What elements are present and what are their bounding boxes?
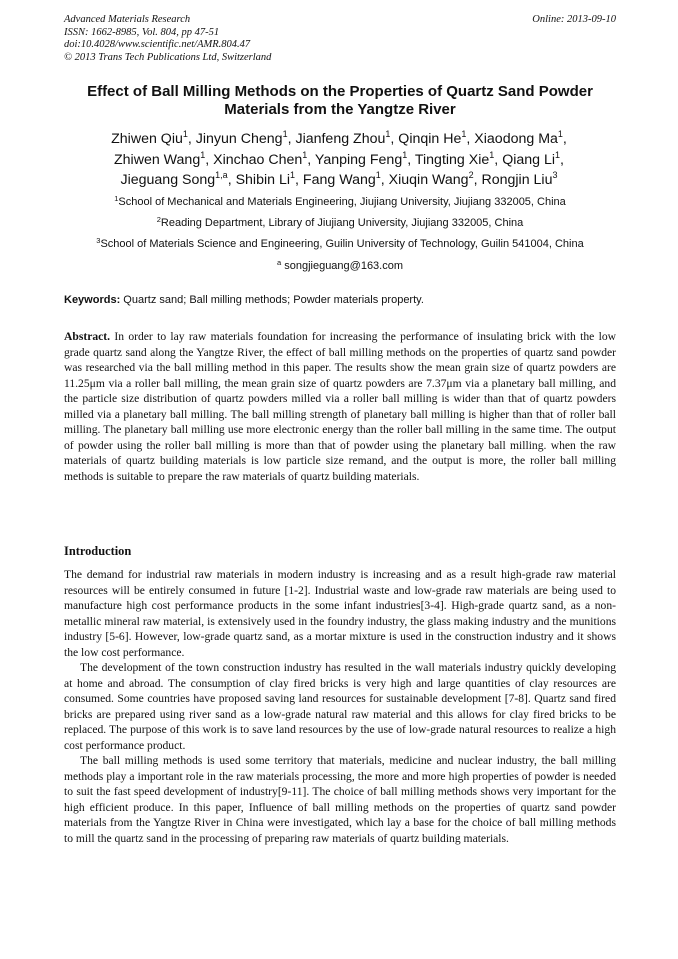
author-aff-mark: 1 <box>282 129 288 139</box>
affiliation-1 <box>50 195 630 209</box>
author-aff-mark: 1,a <box>215 170 228 180</box>
affiliation-mark: 3 <box>96 236 101 245</box>
author: Xinchao Chen <box>213 151 303 168</box>
author-list: Zhiwen Qiu$^1$, Jinyun Cheng$^1$, Jianfeng Zhou$^1$, Qinqin He$^1$, Xiaodong Ma$^1$, Zhiwen Wang$^1$, Xinchao Chen$^1$, Yanping Feng$^1$, Tingting Xie$^1$, Qiang Li$^1$, Jieguang Song$^{1,a}$, Shibin Li$^1$, Fang Wang$^1$, Xiuqin Wang$^2$, Rongjin Liu$^3$ <box>111 129 567 188</box>
author: Shibin Li <box>235 172 291 188</box>
author: Fang Wang <box>302 172 376 188</box>
issn-line: ISSN: 1662-8985, Vol. 804, pp 47-51 <box>64 26 220 38</box>
intro-paragraph-3: The ball milling methods is used some territory that materials, medicine and nuclear industry, the ball milling methods play a important role in the raw materials processing, the more and more high properties of powder is needed to suit the fast speed development of industry[9-11]. The choice of ball milling methods shows very important for the high efficient produce. In this paper, Influence of ball milling methods on the properties of quartz sand powder materials from the Yangtze River in China were investigated, which lay a base for the choice of ball milling methods to mill the quartz sand in the processing of preparing raw materials of quartz building materials. <box>64 754 616 845</box>
abstract <box>64 329 616 484</box>
abstract-text: In order to lay raw materials foundation for increasing the performance of insulating brick with the low grade quartz sand along the Yangtze River, the effect of ball milling methods on the properties of quartz sand powder was researched via the ball milling method in this paper. The results show the mean grain size of quartz powders are 11.25μm via a roller ball milling, the mean grain size of quartz powders are 7.37μm via a planetary ball milling, and the particle size distribution of quartz powders milled via a roller ball milling is wider than that of quartz powders milled via a planetary ball milling. The ball milling strength of planetary ball milling is higher than that of roller ball milling. The planetary ball milling use more electronic energy than the roller ball milling in the same time. The output of powder using the roller ball milling is more than that of powder using the planetary ball milling. when the raw materials of quartz building materials is low particle size remand, and the output is more, the roller ball milling methods is suitable to prepare the raw materials of quartz building materials. <box>64 330 616 483</box>
abstract-label: Abstract. <box>64 330 111 343</box>
author-aff-mark: 1 <box>402 149 408 160</box>
paper-title: Effect of Ball Milling Methods on the Properties of Quartz Sand Powder Materials from the Yangtze River <box>87 83 593 118</box>
author-aff-mark: 1 <box>557 129 563 139</box>
author-aff-mark: 3 <box>552 170 558 180</box>
author: Jianfeng Zhou <box>295 131 386 147</box>
online-date: Online: 2013-09-10 <box>532 14 616 25</box>
author: Jinyun Cheng <box>195 131 283 147</box>
intro-paragraph-1: The demand for industrial raw materials in modern industry is increasing and as a result high-grade raw material resources will be entirely consumed in future [1-2]. Industrial waste and low-grade raw materials are being used to manufacture high cost performance products in the some infant industries[3-4]. High-grade quartz sand, as a non-metallic mineral raw material, is extensively used in the foundry industry, the glass making industry and the munitions industry [5-6]. However, low-grade quartz sand, as a mortar mixture is used in the construction industry and it shows the low cost performance. <box>64 568 616 659</box>
email-text: songjieguang@163.com <box>281 260 404 272</box>
introduction-heading: Introduction <box>64 544 132 558</box>
author-aff-mark: 1 <box>461 129 467 139</box>
introduction-body <box>64 567 616 846</box>
author-aff-mark: 1 <box>302 149 308 160</box>
author: Xiuqin Wang <box>388 172 469 188</box>
author-aff-mark: 1 <box>489 149 495 160</box>
affiliation-text: School of Mechanical and Materials Engineering, Jiujiang University, Jiujiang 332005, China <box>118 196 566 208</box>
author-aff-mark: 1 <box>290 170 296 180</box>
author: Xiaodong Ma <box>474 131 558 147</box>
author: Rongjin Liu <box>481 172 553 188</box>
author: Qiang Li <box>502 151 556 168</box>
author: Zhiwen Wang <box>114 151 201 168</box>
affiliation-3 <box>50 237 630 251</box>
author: Yanping Feng <box>314 151 403 168</box>
keywords <box>64 293 616 307</box>
affiliation-mark: 1 <box>114 194 119 203</box>
journal-header <box>64 14 616 64</box>
author-aff-mark: 1 <box>182 129 188 139</box>
affiliation-mark: 2 <box>156 215 161 224</box>
author-aff-mark: 1 <box>385 129 391 139</box>
author: Tingting Xie <box>414 151 490 168</box>
copyright-line: © 2013 Trans Tech Publications Ltd, Switzerland <box>64 51 272 63</box>
keywords-text: Quartz sand; Ball milling methods; Powder materials property. <box>120 294 424 306</box>
doi-line: doi:10.4028/www.scientific.net/AMR.804.47 <box>64 39 251 50</box>
corresponding-email <box>50 259 630 273</box>
affiliation-text: School of Materials Science and Engineering, Guilin University of Technology, Guilin 541004, China <box>100 238 584 250</box>
author-aff-mark: 1 <box>375 170 381 180</box>
email-mark: a <box>276 258 282 267</box>
author: Zhiwen Qiu <box>111 131 183 147</box>
author-aff-mark: 1 <box>200 149 206 160</box>
affiliation-text: Reading Department, Library of Jiujiang University, Jiujiang 332005, China <box>160 217 524 229</box>
keywords-label: Keywords: <box>64 294 121 306</box>
affiliation-2 <box>50 216 630 230</box>
author-aff-mark: 1 <box>555 149 561 160</box>
author: Qinqin He <box>398 131 462 147</box>
intro-paragraph-2: The development of the town construction industry has resulted in the wall materials industry quickly developing at home and abroad. The consumption of clay fired bricks is very high and large quantities of clay resources are consumed. Some countries have proposed saving land resources for sustainable development [7-8]. Quartz sand fired bricks are prepared using river sand as a low-grade natural raw material and this allows for clay fired bricks to be replaced. The purpose of this work is to save land resources by the use of low-grade natural resources to realize a high cost performance product. <box>64 661 616 752</box>
author: Jieguang Song <box>120 172 216 188</box>
author-aff-mark: 2 <box>468 170 474 180</box>
journal-name: Advanced Materials Research <box>64 14 191 25</box>
